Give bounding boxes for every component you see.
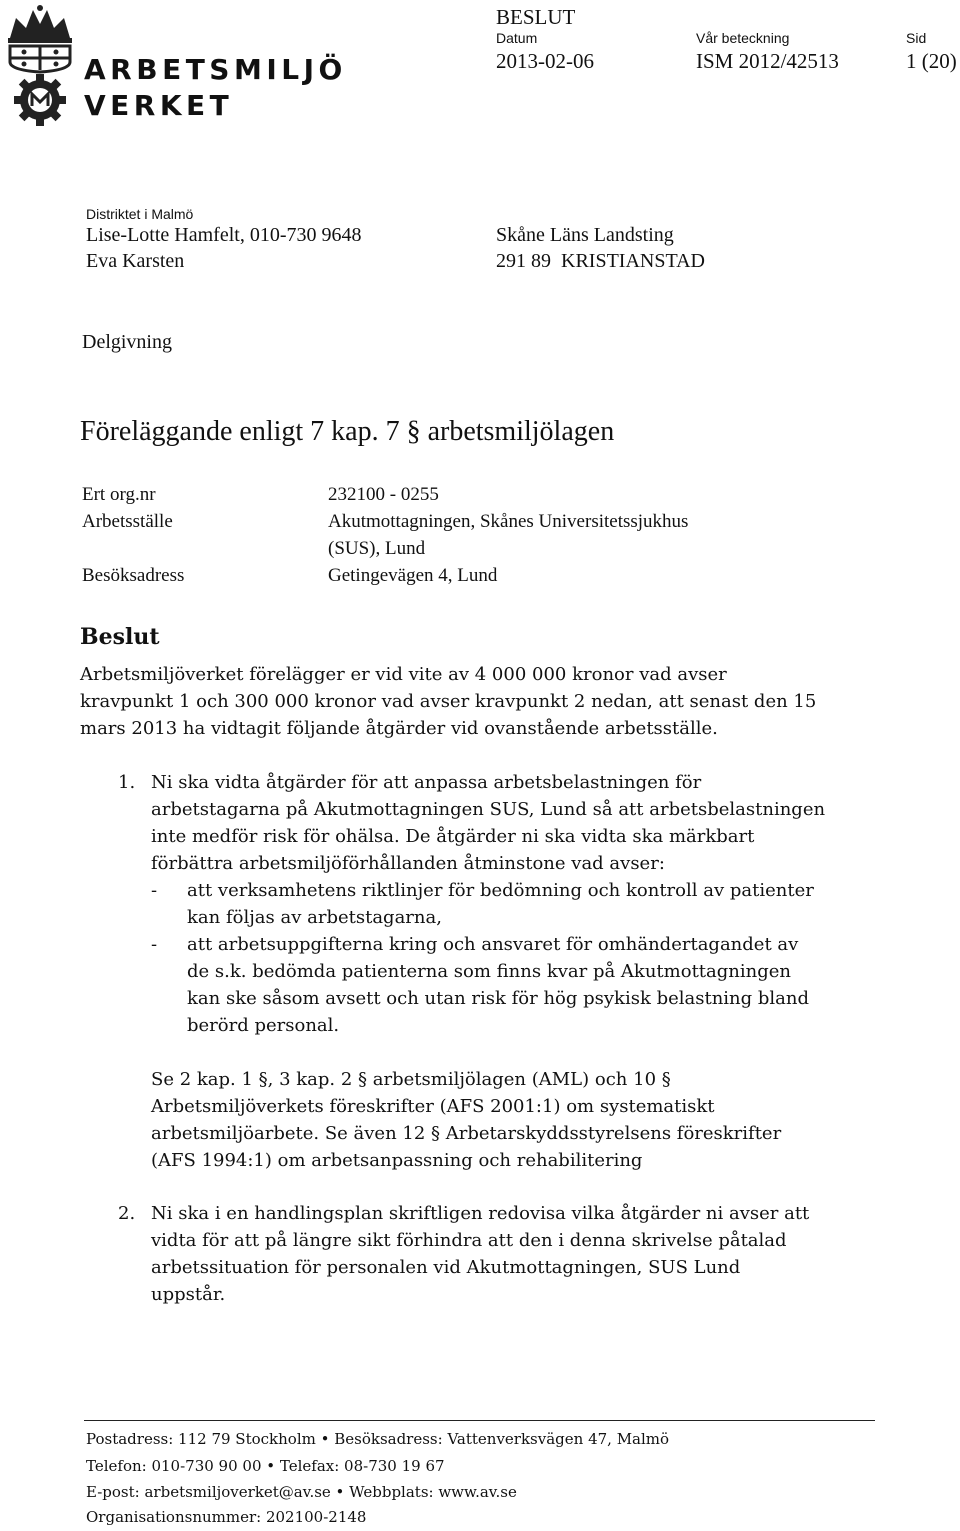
bullet-line: att arbetsuppgifterna kring och ansvaret för omhändertagandet av bbox=[187, 934, 799, 955]
intro-line: mars 2013 ha vidtagit följande åtgärder vid ovanstående arbetsställe. bbox=[80, 718, 718, 739]
bullet-mark: - bbox=[151, 934, 158, 955]
item-number: 1. bbox=[118, 772, 136, 793]
logo-line2: VERKET bbox=[84, 89, 234, 122]
bullet-line: kan ske såsom avsett och utan risk för hög psykisk belastning bland bbox=[187, 988, 810, 1009]
bullet-item bbox=[187, 877, 814, 931]
decision-intro bbox=[80, 661, 816, 742]
detail-value: Getingevägen 4, Lund bbox=[328, 565, 498, 586]
legal-reference bbox=[151, 1066, 781, 1174]
reference-label: Vår beteckning bbox=[696, 30, 790, 46]
page-value: 1 (20) bbox=[906, 49, 957, 73]
bullet-line: kan följas av arbetstagarna, bbox=[187, 907, 442, 928]
bullet-line: de s.k. bedömda patienterna som finns kvar på Akutmottagningen bbox=[187, 961, 792, 982]
detail-label: Besöksadress bbox=[82, 565, 185, 586]
footer-org-number: Organisationsnummer: 202100-2148 bbox=[86, 1508, 367, 1526]
intro-line: Arbetsmiljöverket förelägger er vid vite av 4 000 000 kronor vad avser bbox=[80, 664, 727, 685]
bullet-item bbox=[187, 931, 809, 1039]
detail-value: (SUS), Lund bbox=[328, 538, 426, 559]
item-1-text bbox=[151, 769, 825, 877]
reference-value: ISM 2012/42513 bbox=[696, 49, 839, 73]
sender-person: Lise-Lotte Hamfelt, 010-730 9648 bbox=[86, 224, 362, 246]
detail-value: 232100 - 0255 bbox=[328, 484, 439, 505]
item-line: arbetstagarna på Akutmottagningen SUS, Lund så att arbetsbelastningen bbox=[151, 799, 826, 820]
logo bbox=[0, 0, 347, 130]
detail-label: Ert org.nr bbox=[82, 484, 156, 505]
item-line: förbättra arbetsmiljöförhållanden åtminstone vad avser: bbox=[151, 853, 665, 874]
detail-value: Akutmottagningen, Skånes Universitetssjukhus bbox=[328, 511, 689, 532]
item-number: 2. bbox=[118, 1203, 136, 1224]
footer-phone: Telefon: 010-730 90 00 • Telefax: 08-730 19 67 bbox=[86, 1457, 445, 1475]
reference-line: arbetsmiljöarbete. Se även 12 § Arbetarskyddsstyrelsens föreskrifter bbox=[151, 1123, 782, 1144]
item-line: vidta för att på längre sikt förhindra att den i denna skrivelse påtalad bbox=[151, 1230, 787, 1251]
footer-email: E-post: arbetsmiljoverket@av.se • Webbplats: www.av.se bbox=[86, 1483, 517, 1501]
decision-heading: Beslut bbox=[80, 624, 160, 650]
delivery-method: Delgivning bbox=[82, 331, 172, 353]
date-label: Datum bbox=[496, 30, 538, 46]
item-line: arbetssituation för personalen vid Akutmottagningen, SUS Lund bbox=[151, 1257, 741, 1278]
bullet-mark: - bbox=[151, 880, 158, 901]
bullet-line: berörd personal. bbox=[187, 1015, 340, 1036]
item-line: inte medför risk för ohälsa. De åtgärder ni ska vidta ska märkbart bbox=[151, 826, 755, 847]
date-value: 2013-02-06 bbox=[496, 49, 594, 73]
footer-divider bbox=[84, 1420, 875, 1421]
reference-line: Arbetsmiljöverkets föreskrifter (AFS 2001:1) om systematiskt bbox=[151, 1096, 715, 1117]
recipient-name: Skåne Läns Landsting bbox=[496, 224, 674, 246]
footer-postal: Postadress: 112 79 Stockholm • Besöksadress: Vattenverksvägen 47, Malmö bbox=[86, 1430, 670, 1448]
bullet-line: att verksamhetens riktlinjer för bedömning och kontroll av patienter bbox=[187, 880, 814, 901]
reference-line: (AFS 1994:1) om arbetsanpassning och rehabilitering bbox=[151, 1150, 643, 1171]
reference-line: Se 2 kap. 1 §, 3 kap. 2 § arbetsmiljölagen (AML) och 10 § bbox=[151, 1069, 671, 1090]
recipient-address: 291 89 KRISTIANSTAD bbox=[496, 250, 705, 272]
document-title: Föreläggande enligt 7 kap. 7 § arbetsmiljölagen bbox=[80, 416, 615, 447]
document-type: BESLUT bbox=[496, 5, 576, 29]
item-line: Ni ska i en handlingsplan skriftligen redovisa vilka åtgärder ni avser att bbox=[151, 1203, 810, 1224]
logo-line1: ARBETSMILJÖ bbox=[84, 53, 347, 86]
item-line: Ni ska vidta åtgärder för att anpassa arbetsbelastningen för bbox=[151, 772, 702, 793]
intro-line: kravpunkt 1 och 300 000 kronor vad avser kravpunkt 2 nedan, att senast den 15 bbox=[80, 691, 817, 712]
item-2-text bbox=[151, 1200, 809, 1308]
page-label: Sid bbox=[906, 30, 927, 46]
detail-label: Arbetsställe bbox=[82, 511, 173, 532]
sender-person: Eva Karsten bbox=[86, 250, 185, 272]
item-line: uppstår. bbox=[151, 1284, 226, 1305]
royal-crest-icon bbox=[2, 4, 78, 128]
sender-district: Distriktet i Malmö bbox=[86, 206, 194, 222]
